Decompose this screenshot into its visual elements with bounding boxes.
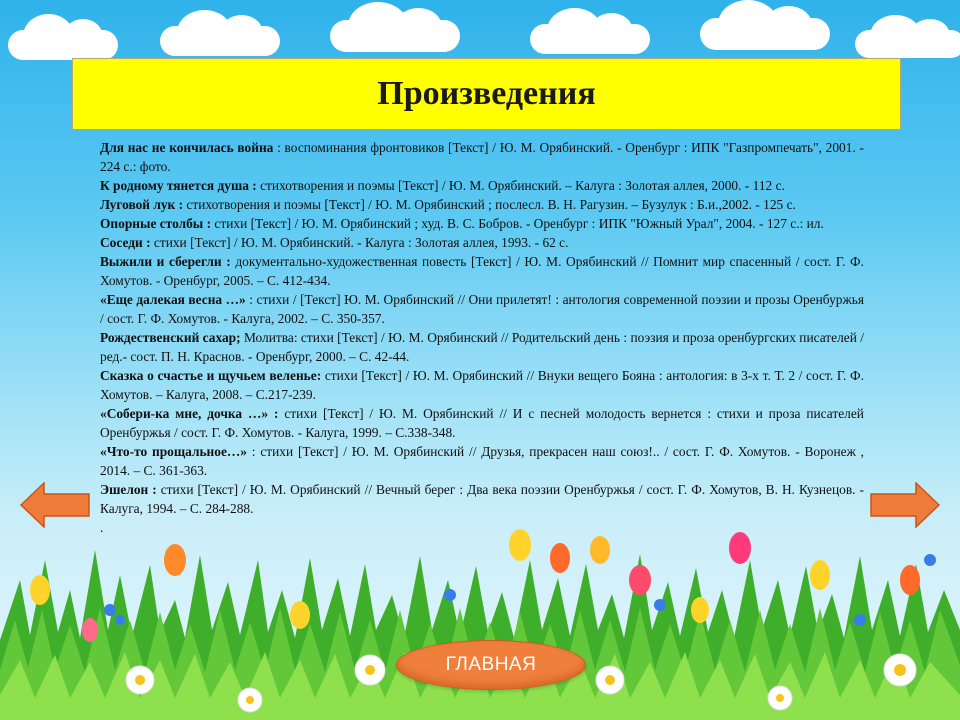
bibliography-entry — [100, 480, 864, 518]
entry-details: : стихи [Текст] / Ю. М. Орябинский // Друзья, прекрасен наш союз!.. / сост. Г. Ф. Хомутов. - Воронеж , 2014. – С. 361-363. — [100, 444, 864, 478]
cloud — [8, 30, 118, 60]
entry-details: стихи [Текст] / Ю. М. Орябинский // Вечный берег : Два века поэзии Оренбуржья / сост. Г. Ф. Хомутов, В. Н. Кузнецов. - Калуга, 1994. – С. 284-288. — [100, 482, 864, 516]
cloud — [700, 18, 830, 50]
entry-title: Сказка о счастье и щучьем веленье: — [100, 368, 322, 383]
home-button-label: ГЛАВНАЯ — [445, 654, 537, 675]
entry-title: «Еще далекая весна …» — [100, 292, 246, 307]
entry-title: «Собери-ка мне, дочка …» : — [100, 406, 279, 421]
entry-title: Выжили и сберегли : — [100, 254, 231, 269]
entry-details: стихи [Текст] / Ю. М. Орябинский. - Калуга : Золотая аллея, 1993. - 62 с. — [150, 235, 569, 250]
home-button[interactable] — [396, 640, 586, 690]
entry-title: Опорные столбы : — [100, 216, 212, 231]
entry-title: Для нас не кончилась война — [100, 140, 274, 155]
entry-title: Соседи : — [100, 235, 151, 250]
entry-title: Луговой лук : — [100, 197, 184, 212]
bibliography-entry — [100, 233, 864, 252]
entry-details: Молитва: стихи [Текст] / Ю. М. Орябинский // Родительский день : поэзия и проза оренбургских писателей / ред.- сост. П. Н. Краснов. - Оренбург, 2000. – С. 42-44. — [100, 330, 864, 364]
entry-details: стихотворения и поэмы [Текст] / Ю. М. Орябинский. – Калуга : Золотая аллея, 2000. - 112 с. — [256, 178, 785, 193]
entry-details: стихи [Текст] / Ю. М. Орябинский // Внуки вещего Бояна : антология: в 3-х т. Т. 2 / сост. Г. Ф. Хомутов. – Калуга, 2008. – С.217-239. — [100, 368, 864, 402]
prev-slide-button[interactable] — [20, 482, 90, 528]
entry-title: «Что-то прощальное…» — [100, 444, 247, 459]
cloud — [160, 26, 280, 56]
bibliography-entry — [100, 214, 864, 233]
entry-details: : воспоминания фронтовиков [Текст] / Ю. М. Орябинский. - Оренбург : ИПК "Газпромпечать", 2001. - 224 с.: фото. — [100, 140, 864, 174]
entry-title: Эшелон : — [100, 482, 157, 497]
trailing-dot: . — [100, 520, 104, 535]
bibliography-entry — [100, 176, 864, 195]
cloud — [330, 20, 460, 52]
bibliography-list — [100, 138, 864, 537]
entry-details: стихотворения и поэмы [Текст] / Ю. М. Орябинский ; послесл. В. Н. Рагузин. – Бузулук : Б.и.,2002. - 125 с. — [183, 197, 796, 212]
entry-details: документально-художественная повесть [Текст] / Ю. М. Орябинский // Помнит мир спасенный / сост. Г. Ф. Хомутов. - Оренбург, 2005. – С. 412-434. — [100, 254, 864, 288]
entry-details: : стихи / [Текст] Ю. М. Орябинский // Они прилетят! : антология современной поэзии и прозы Оренбуржья / сост. Г. Ф. Хомутов. - Калуга, 2002. – С. 350-357. — [100, 292, 864, 326]
bibliography-entry — [100, 195, 864, 214]
bibliography-entry — [100, 328, 864, 366]
arrow-right-icon — [870, 482, 940, 528]
title-banner — [72, 58, 901, 130]
entry-details: стихи [Текст] / Ю. М. Орябинский // И с песней молодость вернется : стихи и проза писателей Оренбуржья / сост. Г. Ф. Хомутов. - Калуга, 1999. – С.338-348. — [100, 406, 864, 440]
entry-title: Рождественский сахар; — [100, 330, 241, 345]
entry-title: К родному тянется душа : — [100, 178, 257, 193]
grass-meadow-decoration — [0, 520, 960, 720]
bibliography-entry — [100, 252, 864, 290]
next-slide-button[interactable] — [870, 482, 940, 528]
bibliography-entry — [100, 366, 864, 404]
bibliography-entry — [100, 404, 864, 442]
page-title: Произведения — [377, 75, 596, 112]
bibliography-entry — [100, 138, 864, 176]
cloud — [855, 30, 960, 58]
arrow-left-icon — [20, 482, 90, 528]
bibliography-entry — [100, 442, 864, 480]
cloud — [530, 24, 650, 54]
bibliography-entry — [100, 290, 864, 328]
entry-details: стихи [Текст] / Ю. М. Орябинский ; худ. В. С. Бобров. - Оренбург : ИПК "Южный Урал", 2004. - 127 с.: ил. — [211, 216, 824, 231]
